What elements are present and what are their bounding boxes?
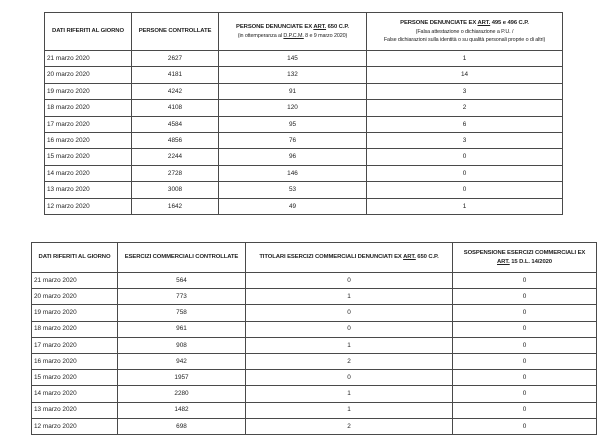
cell-persons-denounced: 96 [219,149,367,165]
cell-shops-checked: 1957 [118,370,246,386]
table-row [45,67,563,83]
cell-shops-checked: 773 [118,289,246,305]
table-row [32,386,597,402]
cell-false-declarations: 1 [367,198,563,214]
cell-date: 14 marzo 2020 [32,386,118,402]
cell-owners-denounced: 0 [246,321,453,337]
cell-date: 15 marzo 2020 [32,370,118,386]
cell-date: 21 marzo 2020 [32,273,118,289]
cell-false-declarations: 0 [367,165,563,181]
table-row [45,132,563,148]
table-header-row [32,243,597,273]
cell-shops-checked: 961 [118,321,246,337]
cell-false-declarations: 14 [367,67,563,83]
table-row [45,100,563,116]
table-row [32,289,597,305]
cell-owners-denounced: 0 [246,273,453,289]
cell-suspensions: 0 [453,418,597,434]
cell-suspensions: 0 [453,305,597,321]
cell-false-declarations: 3 [367,83,563,99]
header-title: PERSONE DENUNCIATE EX ART. 650 C.P. [236,24,349,30]
table-row [32,321,597,337]
cell-owners-denounced: 2 [246,353,453,369]
header-persons-denounced-650 [219,13,367,51]
table-row [32,353,597,369]
cell-persons-denounced: 145 [219,51,367,67]
cell-persons-checked: 4108 [132,100,219,116]
cell-date: 16 marzo 2020 [45,132,132,148]
header-title: PERSONE DENUNCIATE EX ART. 495 e 496 C.P. [400,19,529,26]
table-row [45,198,563,214]
table-row [32,370,597,386]
table-row [32,337,597,353]
cell-date: 17 marzo 2020 [45,116,132,132]
header-date: DATI RIFERITI AL GIORNO [45,13,132,51]
cell-date: 19 marzo 2020 [45,83,132,99]
cell-shops-checked: 758 [118,305,246,321]
cell-owners-denounced: 1 [246,402,453,418]
cell-suspensions: 0 [453,321,597,337]
cell-suspensions: 0 [453,289,597,305]
shops-controls-table [31,242,597,435]
table-row [32,418,597,434]
cell-date: 18 marzo 2020 [32,321,118,337]
persons-controls-table [44,12,563,215]
cell-owners-denounced: 0 [246,305,453,321]
cell-suspensions: 0 [453,402,597,418]
cell-persons-denounced: 146 [219,165,367,181]
cell-date: 15 marzo 2020 [45,149,132,165]
cell-persons-checked: 4242 [132,83,219,99]
cell-date: 12 marzo 2020 [45,198,132,214]
header-shops-checked: ESERCIZI COMMERCIALI CONTROLLATE [118,243,246,273]
table-row [32,273,597,289]
cell-shops-checked: 698 [118,418,246,434]
cell-persons-denounced: 132 [219,67,367,83]
header-persons-checked: PERSONE CONTROLLATE [132,13,219,51]
cell-shops-checked: 564 [118,273,246,289]
table-row [32,305,597,321]
table-row [45,83,563,99]
cell-persons-checked: 4181 [132,67,219,83]
cell-owners-denounced: 0 [246,370,453,386]
cell-persons-checked: 4856 [132,132,219,148]
cell-owners-denounced: 2 [246,418,453,434]
cell-date: 20 marzo 2020 [32,289,118,305]
cell-owners-denounced: 1 [246,386,453,402]
cell-owners-denounced: 1 [246,337,453,353]
table-header-row [45,13,563,51]
cell-persons-checked: 2627 [132,51,219,67]
cell-date: 20 marzo 2020 [45,67,132,83]
cell-persons-denounced: 76 [219,132,367,148]
cell-date: 18 marzo 2020 [45,100,132,116]
cell-shops-checked: 942 [118,353,246,369]
cell-persons-checked: 3008 [132,182,219,198]
cell-date: 13 marzo 2020 [32,402,118,418]
header-subtitle: (in ottemperanza al D.P.C.M. 8 e 9 marzo 2020) [237,32,348,39]
cell-owners-denounced: 1 [246,289,453,305]
header-persons-denounced-495-496 [367,13,563,51]
cell-false-declarations: 2 [367,100,563,116]
cell-suspensions: 0 [453,273,597,289]
cell-false-declarations: 6 [367,116,563,132]
table-row [45,165,563,181]
cell-false-declarations: 1 [367,51,563,67]
cell-suspensions: 0 [453,353,597,369]
cell-persons-checked: 2728 [132,165,219,181]
cell-persons-checked: 4584 [132,116,219,132]
header-date: DATI RIFERITI AL GIORNO [32,243,118,273]
cell-false-declarations: 3 [367,132,563,148]
header-shop-suspensions: SOSPENSIONE ESERCIZI COMMERCIALI EX ART. 15 D.L. 14/2020 [453,243,597,273]
table-row [32,402,597,418]
cell-shops-checked: 908 [118,337,246,353]
header-subtitle-line1: (Falsa attestazione o dichiarazione a P.U. / [415,28,514,35]
cell-shops-checked: 2280 [118,386,246,402]
cell-persons-checked: 2244 [132,149,219,165]
cell-date: 12 marzo 2020 [32,418,118,434]
cell-date: 16 marzo 2020 [32,353,118,369]
table-row [45,51,563,67]
cell-persons-denounced: 53 [219,182,367,198]
cell-date: 14 marzo 2020 [45,165,132,181]
header-owners-denounced: TITOLARI ESERCIZI COMMERCIALI DENUNCIATI EX ART. 650 C.P. [246,243,453,273]
cell-suspensions: 0 [453,386,597,402]
table-row [45,182,563,198]
table-row [45,116,563,132]
cell-false-declarations: 0 [367,182,563,198]
cell-persons-denounced: 95 [219,116,367,132]
cell-suspensions: 0 [453,337,597,353]
header-subtitle-line2: False dichiarazioni sulla identità o su qualità personali proprie o di altri) [383,36,546,43]
cell-date: 13 marzo 2020 [45,182,132,198]
cell-persons-denounced: 120 [219,100,367,116]
cell-shops-checked: 1482 [118,402,246,418]
cell-persons-denounced: 91 [219,83,367,99]
cell-false-declarations: 0 [367,149,563,165]
cell-persons-denounced: 49 [219,198,367,214]
cell-date: 21 marzo 2020 [45,51,132,67]
table-row [45,149,563,165]
cell-date: 17 marzo 2020 [32,337,118,353]
cell-suspensions: 0 [453,370,597,386]
cell-persons-checked: 1642 [132,198,219,214]
cell-date: 19 marzo 2020 [32,305,118,321]
